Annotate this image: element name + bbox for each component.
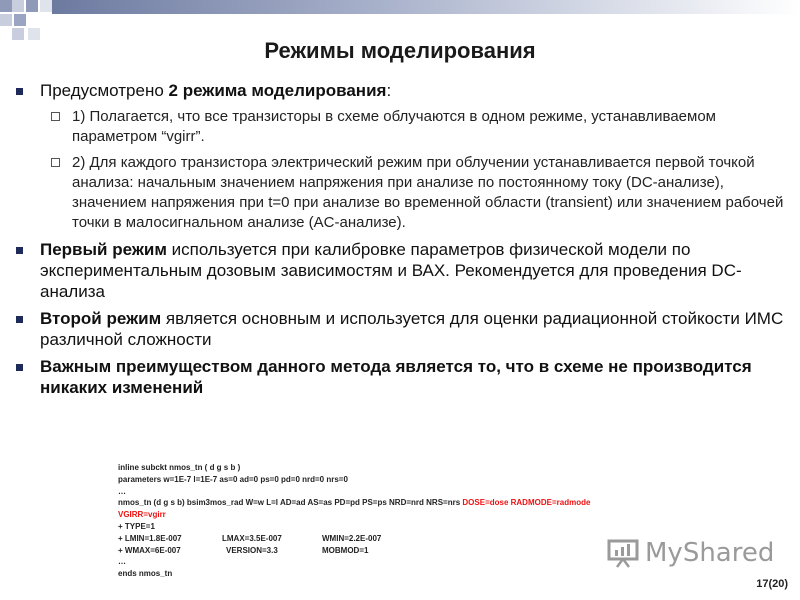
header-band — [52, 0, 800, 14]
decor-square — [40, 0, 52, 12]
sub-bullet-item — [14, 153, 784, 233]
bullet-item — [14, 80, 784, 101]
code-cell: MOBMOD=1 — [322, 545, 369, 555]
netlist-code-block — [118, 462, 678, 580]
code-line: + TYPE=1 — [118, 521, 155, 531]
square-bullet-icon — [16, 316, 23, 323]
code-cell: + LMIN=1.8E-007 — [118, 533, 182, 543]
bullet-text: используется при калибровке параметров физической модели по экспериментальным дозовым зависимостям и ВАХ. Рекомендуется для проведения DC-анализа — [40, 240, 742, 301]
sub-bullet-text: 1) Полагается, что все транзисторы в схеме облучаются в одном режиме, устанавливаемом параметром “vgirr”. — [72, 108, 716, 145]
bullet-bold-text: Второй режим — [40, 309, 162, 328]
sub-bullet-item — [14, 107, 784, 147]
bullet-bold-text: Важным преимуществом данного метода является то, что в схеме не производится никаких изменений — [40, 357, 752, 397]
bullet-bold-text: 2 режима моделирования — [168, 81, 387, 100]
bullet-item — [14, 308, 784, 350]
decor-square — [0, 14, 12, 26]
code-line: inline subckt nmos_tn ( d g s b ) — [118, 463, 241, 472]
hollow-square-bullet-icon — [51, 112, 60, 121]
page-number: 17(20) — [756, 578, 788, 590]
square-bullet-icon — [16, 364, 23, 371]
decor-square — [0, 0, 12, 12]
hollow-square-bullet-icon — [51, 158, 60, 167]
presentation-board-icon — [607, 538, 641, 568]
bullet-bold-text: Первый режим — [40, 240, 167, 259]
code-line: … — [118, 557, 126, 567]
square-bullet-icon — [16, 88, 23, 95]
code-line: nmos_tn (d g s b) bsim3mos_rad W=w L=l AD=ad AS=as PD=pd PS=ps NRD=nrd NRS=nrs — [118, 498, 463, 508]
code-line: … — [118, 486, 126, 496]
myshared-logo — [607, 538, 774, 568]
slide-title: Режимы моделирования — [264, 38, 536, 63]
code-cell: WMIN=2.2E-007 — [322, 533, 382, 543]
code-cell: + WMAX=6E-007 — [118, 545, 181, 555]
bullet-text: : — [386, 81, 392, 100]
bullet-item — [14, 356, 784, 398]
decor-square — [12, 0, 24, 12]
slide-content — [14, 80, 784, 404]
bullet-item — [14, 239, 784, 302]
logo-wordmark: MyShared — [645, 538, 775, 568]
decor-square — [14, 14, 26, 26]
code-cell: VERSION=3.3 — [226, 545, 278, 555]
sub-bullet-text: 2) Для каждого транзистора электрический режим при облучении устанавливается первой точкой анализа: начальным значением напряжения при анализе по постоянному току (DC-анализе), значением напряжения при t=0 при анализе во временной области (transient) или значением рабочей точки в малосигнальном анализе (AC-анализе). — [72, 154, 784, 231]
code-highlight: DOSE=dose RADMODE=radmode — [462, 498, 591, 508]
code-line: ends nmos_tn — [118, 569, 173, 579]
bullet-text: Предусмотрено — [40, 81, 169, 100]
code-highlight: VGIRR=vgirr — [118, 510, 166, 520]
code-line: parameters w=1E-7 l=1E-7 as=0 ad=0 ps=0 pd=0 nrd=0 nrs=0 — [118, 474, 348, 484]
decor-square — [26, 0, 38, 12]
code-cell: LMAX=3.5E-007 — [222, 533, 282, 543]
bullet-text: является основным и используется для оценки радиационной стойкости ИМС различной сложности — [40, 309, 784, 349]
square-bullet-icon — [16, 247, 23, 254]
